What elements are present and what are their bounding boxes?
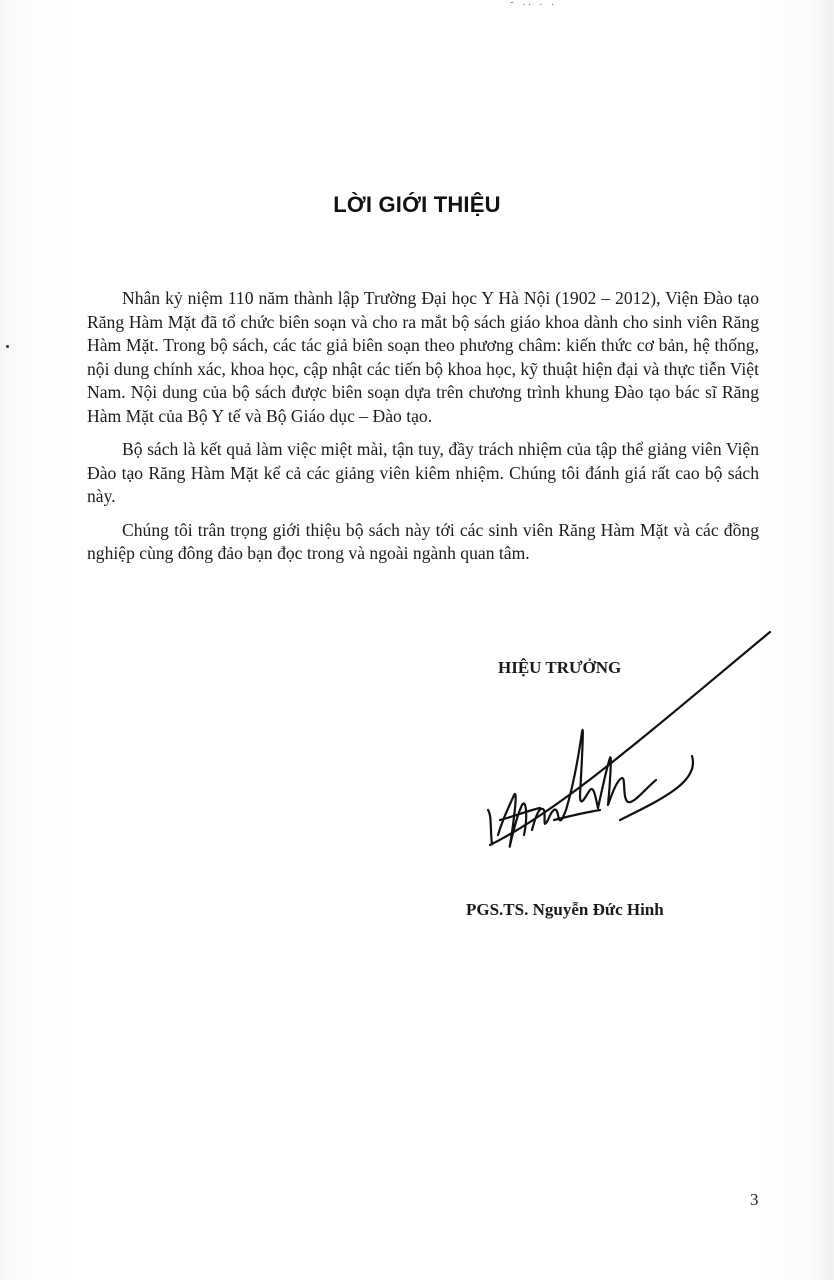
page-number: 3 <box>750 1190 759 1209</box>
paragraph-1: Nhân kỷ niệm 110 năm thành lập Trường Đại học Y Hà Nội (1902 – 2012), Viện Đào tạo Răng Hàm Mặt đã tổ chức biên soạn và cho ra mắt bộ sách giáo khoa dành cho sinh viên Răng Hàm Mặt. Trong bộ sách, các tác giả biên soạn theo phương châm: kiến thức cơ bản, hệ thống, nội dung chính xác, khoa học, cập nhật các tiến bộ khoa học, kỹ thuật hiện đại và thực tiễn Việt Nam. Nội dung của bộ sách được biên soạn dựa trên chương trình khung Đào tạo bác sĩ Răng Hàm Mặt của Bộ Y tế và Bộ Giáo dục – Đào tạo. <box>87 288 759 426</box>
signatory-name: PGS.TS. Nguyễn Đức Hinh <box>466 900 664 919</box>
header-fragment: - .. . . <box>510 0 557 8</box>
paragraph-2: Bộ sách là kết quả làm việc miệt mài, tận tuy, đầy trách nhiệm của tập thể giảng viên Viện Đào tạo Răng Hàm Mặt kể cả các giảng viên kiêm nhiệm. Chúng tôi đánh giá rất cao bộ sách này. <box>87 439 759 506</box>
signatory-role: HIỆU TRƯỞNG <box>498 658 622 677</box>
paragraph-3: Chúng tôi trân trọng giới thiệu bộ sách này tới các sinh viên Răng Hàm Mặt và các đồng nghiệp cùng đông đảo bạn đọc trong và ngoài ngành quan tâm. <box>87 519 759 563</box>
page-title: LỜI GIỚI THIỆU <box>333 192 501 217</box>
body-text <box>87 287 759 576</box>
handwritten-signature <box>470 620 780 880</box>
margin-speck <box>6 345 9 348</box>
